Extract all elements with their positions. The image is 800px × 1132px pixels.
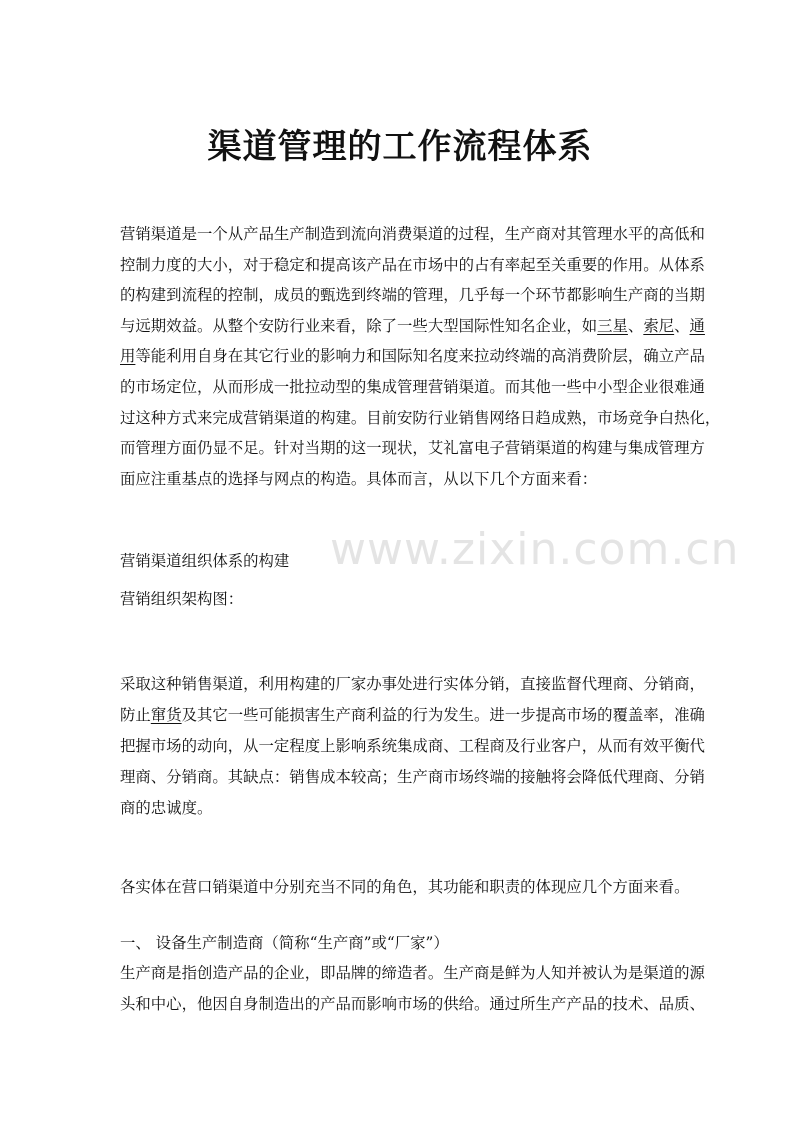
text-line: 生产商是指创造产品的企业，即品牌的缔造者。生产商是鲜为人知并被认为是渠道的源 (120, 964, 705, 982)
text-line: 面应注重基点的选择与网点的构造。具体而言，从以下几个方面来看： (120, 469, 598, 488)
page-title: 渠道管理的工作流程体系 (207, 127, 593, 167)
text-segment: 防止 (120, 706, 151, 724)
text-segment: 及其它一些可能损害生产商利益的行为发生。进一步提高市场的覆盖率，准确 (181, 706, 705, 724)
manufacturer-paragraph (120, 958, 740, 1020)
text-line: 而管理方面仍显不足。针对当期的这一现状，艾礼富电子营销渠道的构建与集成管理方 (120, 439, 705, 458)
roles-paragraph: 各实体在营口销渠道中分别充当不同的角色，其功能和职责的体现应几个方面来看。 (120, 878, 690, 896)
text-line: 的市场定位，从而形成一批拉动型的集成管理营销渠道。而其他一些中小型企业很难通 (120, 377, 705, 396)
text-line: 理商、分销商。其缺点：销售成本较高；生产商市场终端的接触将会降低代理商、分销 (120, 768, 705, 786)
text-line (120, 700, 740, 731)
link-cross-selling[interactable]: 窜货 (150, 706, 182, 724)
text-segment: 与远期效益。从整个安防行业来看，除了一些大型国际性知名企业，如 (120, 316, 598, 335)
text-line: 采取这种销售渠道，利用构建的厂家办事处进行实体分销，直接监督代理商、分销商， (120, 675, 705, 693)
separator: 、 (627, 316, 644, 335)
text-line: 头和中心，他因自身制造出的产品而影响市场的供给。通过所生产产品的技术、品质、 (120, 995, 705, 1013)
text-segment: 等能利用自身在其它行业的影响力和国际知名度来拉动终端的高消费阶层，确立产品 (135, 347, 705, 366)
text-line: 过这种方式来完成营销渠道的构建。目前安防行业销售网络日趋成熟，市场竞争白热化， (120, 408, 721, 427)
heading-org-chart: 营销组织架构图： (120, 590, 244, 608)
text-line: 的构建到流程的控制，成员的甄选到终端的管理，几乎每一个环节都影响生产商的当期 (120, 286, 705, 305)
text-line: 营销渠道是一个从产品生产制造到流向消费渠道的过程，生产商对其管理水平的高低和 (120, 225, 705, 243)
text-line: 商的忠诚度。 (120, 799, 213, 817)
heading-org-system: 营销渠道组织体系的构建 (120, 552, 290, 570)
text-line: 控制力度的大小，对于稳定和提高该产品在市场中的占有率起至关重要的作用。从体系 (120, 255, 705, 274)
link-sony[interactable]: 索尼 (643, 316, 675, 335)
intro-paragraph (120, 219, 740, 494)
text-line: 把握市场的动向，从一定程度上影响系统集成商、工程商及行业客户，从而有效平衡代 (120, 737, 705, 755)
text-line (120, 311, 740, 342)
link-samsung[interactable]: 三星 (597, 316, 628, 335)
channel-paragraph (120, 669, 740, 824)
link-ge-part2[interactable]: 用 (120, 347, 136, 366)
section1-heading: 一、 设备生产制造商（简称“生产商”或“厂家”） (120, 934, 449, 952)
separator: 、 (674, 316, 690, 335)
text-line (120, 341, 740, 372)
watermark: www.zixin.com.cn (330, 524, 740, 575)
link-ge-part1[interactable]: 通 (689, 316, 705, 335)
